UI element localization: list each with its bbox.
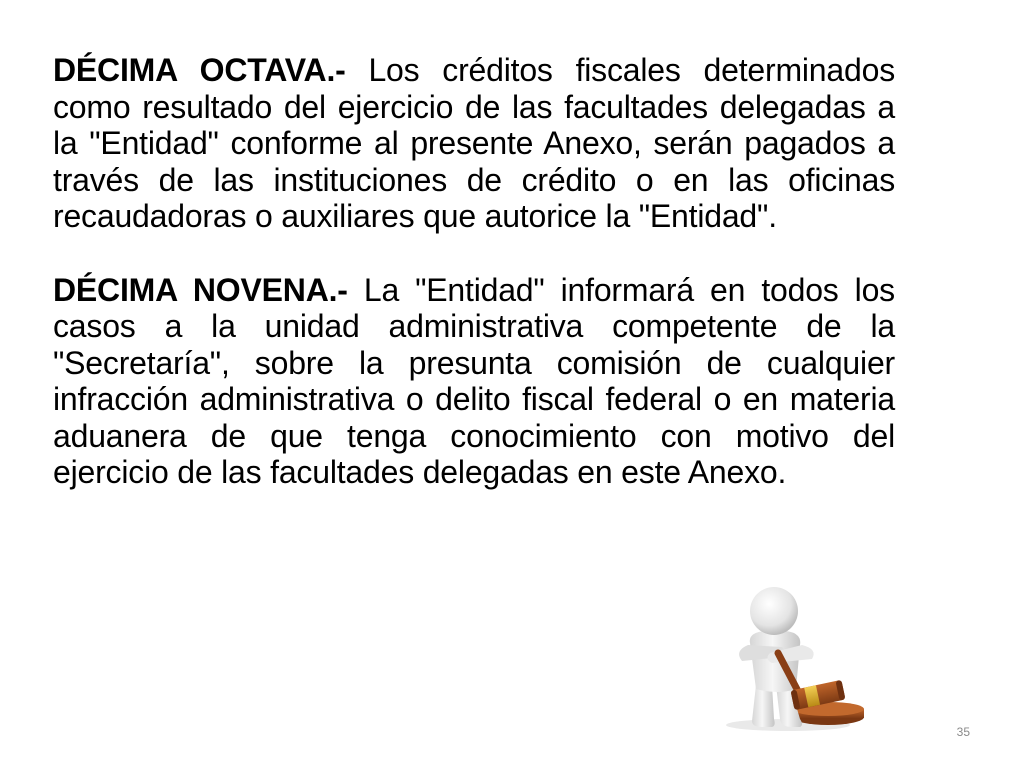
- clause-decima-novena: [53, 272, 895, 491]
- clause-decima-octava: [53, 52, 895, 235]
- clause-heading: DÉCIMA NOVENA.-: [53, 271, 348, 308]
- slide-content: [53, 52, 895, 491]
- judge-figure-with-gavel-icon: [668, 585, 940, 737]
- page-number: 35: [956, 725, 970, 739]
- clause-heading: DÉCIMA OCTAVA.-: [53, 52, 346, 88]
- clause-body: Los créditos fiscales determinados como resultado del ejercicio de las facultades delegadas a la "Entidad" conforme al presente Anexo, serán pagados a través de las instituciones de crédito o en las oficinas recaudadoras o auxiliares que autorice la "Entidad".: [53, 52, 895, 234]
- clause-body: La "Entidad" informará en todos los casos a la unidad administrativa competente de la "Secretaría", sobre la presunta comisión de cualquier infracción administrativa o delito fiscal federal o en materia aduanera de que tenga conocimiento con motivo del ejercicio de las facultades delegadas en este Anexo.: [53, 271, 895, 490]
